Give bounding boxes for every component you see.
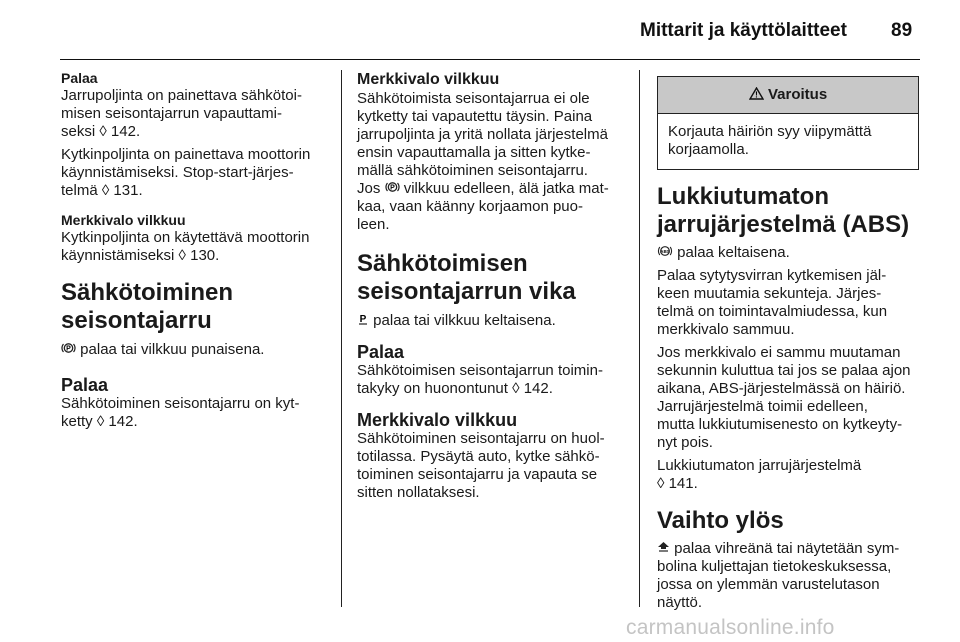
svg-text:!: ! — [754, 90, 758, 100]
subheading-palaa: Palaa — [61, 375, 109, 395]
text-line: Jarrupoljinta on painettava sähkötoi- — [61, 87, 302, 104]
text-line: keen muutamia sekunteja. Järjes- — [657, 285, 882, 302]
text-line: Sähkötoimista seisontajarrua ei ole — [357, 90, 590, 107]
text-line: misen seisontajarrun vapauttami- — [61, 105, 282, 122]
text-line: aikana, ABS-järjestelmässä on häiriö. — [657, 380, 906, 397]
page-number: 89 — [891, 20, 913, 41]
text-line: Jos merkkivalo ei sammu muutaman — [657, 344, 901, 361]
icon-line-text: palaa tai vilkkuu punaisena. — [80, 341, 265, 358]
watermark: carmanualsonline.info — [626, 616, 835, 639]
warning-box — [657, 76, 919, 170]
parking-brake-icon — [61, 341, 76, 359]
warning-header — [658, 77, 918, 114]
text-line: nyt pois. — [657, 434, 713, 451]
column-2 — [357, 70, 629, 502]
text-line — [357, 180, 629, 198]
text-line: totilassa. Pysäytä auto, kytke sähkö- — [357, 448, 600, 465]
text-rest: vilkkuu edelleen, älä jatka mat- — [403, 180, 609, 197]
section-heading: Vaihto ylös — [657, 507, 784, 534]
text-line: Sähkötoiminen seisontajarru on kyt- — [61, 395, 300, 412]
text-line: Kytkinpoljinta on painettava moottorin — [61, 146, 311, 163]
text-line: telmä on toimintavalmiudessa, kun — [657, 303, 888, 320]
icon-line-text: palaa tai vilkkuu keltaisena. — [373, 312, 556, 329]
column-1 — [61, 70, 331, 431]
label-vilkku: Merkkivalo vilkkuu — [61, 212, 186, 228]
text-line: seksi ◊ 142. — [61, 123, 141, 140]
svg-text:P: P — [389, 184, 395, 192]
section-heading: Sähkötoimisen — [357, 250, 528, 277]
icon-line-text: palaa vihreänä tai näytetään sym- — [674, 540, 900, 557]
warning-triangle-icon — [749, 86, 768, 103]
icon-line — [61, 341, 331, 359]
parking-brake-icon — [385, 180, 400, 198]
svg-text:ABS: ABS — [660, 249, 670, 254]
section-heading: seisontajarru — [61, 307, 212, 334]
column-divider — [639, 70, 640, 607]
header-rule — [60, 59, 920, 60]
label-palaa: Palaa — [61, 70, 98, 86]
text-line: ketty ◊ 142. — [61, 413, 138, 430]
page-title: Mittarit ja käyttölaitteet — [640, 20, 847, 41]
section-heading: seisontajarrun vika — [357, 278, 576, 305]
text-line: Lukkiutumaton jarrujärjestelmä — [657, 457, 862, 474]
text-line: leen. — [357, 216, 390, 233]
abs-icon — [657, 244, 673, 262]
icon-line — [357, 312, 629, 330]
text-line: mällä sähkötoiminen seisontajarru. — [357, 162, 588, 179]
column-divider — [341, 70, 342, 607]
upshift-icon — [657, 540, 670, 558]
icon-line-text: palaa keltaisena. — [677, 244, 790, 261]
text-line: Kytkinpoljinta on käytettävä moottorin — [61, 229, 310, 246]
page-header — [0, 0, 960, 60]
subheading-vilkku: Merkkivalo vilkkuu — [357, 71, 500, 88]
text-line: bolina kuljettajan tietokeskuksessa, — [657, 558, 892, 575]
text-line: ensin vapauttamalla ja sitten kytke- — [357, 144, 591, 161]
text-line: telmä ◊ 131. — [61, 182, 143, 199]
column-3 — [657, 76, 925, 612]
text-line: kaa, vaan käänny korjaamon puo- — [357, 198, 583, 215]
text-line: käynnistämiseksi. Stop-start-järjes- — [61, 164, 294, 181]
text-line: näyttö. — [657, 594, 703, 611]
section-heading: Lukkiutumaton — [657, 183, 829, 210]
section-heading: Sähkötoiminen — [61, 279, 234, 306]
text-line: Sähkötoiminen seisontajarru on huol- — [357, 430, 605, 447]
text-prefix: Jos — [357, 180, 381, 197]
text-line: toiminen seisontajarru ja vapauta se — [357, 466, 598, 483]
text-line: ◊ 141. — [657, 475, 698, 492]
text-line: Sähkötoimisen seisontajarrun toimin- — [357, 362, 603, 379]
text-line: jossa on ylemmän varustelutason — [657, 576, 880, 593]
subheading-vilkku: Merkkivalo vilkkuu — [357, 410, 518, 430]
section-heading: jarrujärjestelmä (ABS) — [657, 211, 910, 238]
text-line: kytketty tai vapautettu täysin. Paina — [357, 108, 593, 125]
text-line: käynnistämiseksi ◊ 130. — [61, 247, 220, 264]
text-line: Palaa sytytysvirran kytkemisen jäl- — [657, 267, 887, 284]
text-line: merkkivalo sammuu. — [657, 321, 795, 338]
text-line: korjaamolla. — [668, 141, 749, 158]
icon-line — [657, 540, 925, 558]
text-line: Jarrujärjestelmä toimii edelleen, — [657, 398, 868, 415]
brake-fault-icon — [357, 312, 369, 330]
svg-text:P: P — [359, 314, 367, 325]
text-line: jarrupoljinta ja yritä nollata järjestelmä — [357, 126, 608, 143]
subheading-palaa: Palaa — [357, 342, 405, 362]
text-line: takyky on huonontunut ◊ 142. — [357, 380, 553, 397]
text-line: sekunnin kuluttua tai jos se palaa ajon — [657, 362, 911, 379]
warning-body — [658, 114, 918, 169]
icon-line — [657, 244, 925, 262]
text-line: sitten nollataksesi. — [357, 484, 480, 501]
svg-text:P: P — [66, 345, 71, 353]
text-line: Korjauta häiriön syy viipymättä — [668, 123, 872, 140]
text-line: mutta lukkiutumisenesto on kytkeyty- — [657, 416, 903, 433]
warning-title: Varoitus — [767, 86, 828, 103]
